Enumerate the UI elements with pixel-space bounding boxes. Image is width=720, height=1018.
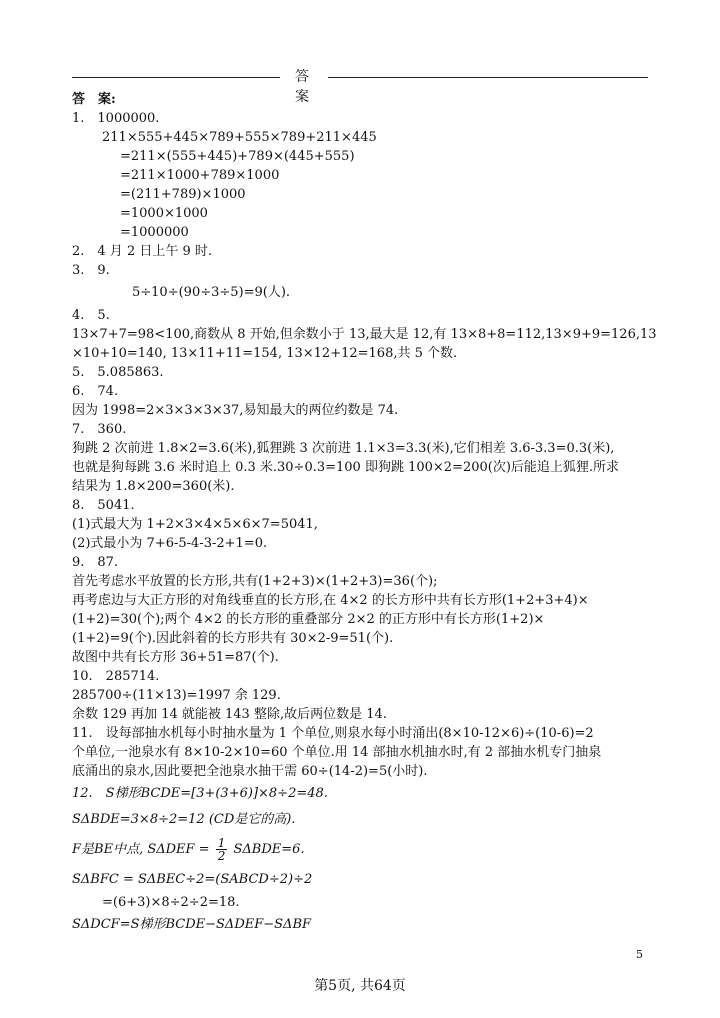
fraction — [216, 837, 228, 862]
page-indicator: 第5页, 共64页 — [314, 978, 406, 994]
answer-line: 2. 4 月 2 日上午 9 时. — [72, 244, 213, 259]
answer-line: 10. 285714. — [72, 669, 160, 684]
formula-part: F是BE中点, SΔDEF = — [72, 842, 210, 857]
answer-heading: 答 案: — [72, 92, 116, 107]
answer-line: 故图中共有长方形 36+51=87(个). — [72, 650, 279, 665]
answer-line: 再考虑边与大正方形的对角线垂直的长方形,在 4×2 的长方形中共有长方形(1+2+3+4)× — [72, 593, 589, 608]
answer-line: 因为 1998=2×3×3×3×37,易知最大的两位约数是 74. — [72, 403, 399, 418]
answer-line: =1000×1000 — [120, 206, 208, 221]
answer-line: 底涌出的泉水,因此要把全池泉水抽干需 60÷(14-2)=5(小时). — [72, 764, 428, 779]
answer-line: 13×7+7=98<100,商数从 8 开始,但余数小于 13,最大是 12,有 13×8+8=112,13×9+9=126,13 — [72, 327, 657, 342]
answer-line: 9. 87. — [72, 555, 119, 570]
formula-part: SΔBDE=6. — [233, 842, 305, 857]
answer-line: 结果为 1.8×200=360(米). — [72, 479, 235, 494]
answer-line: 也就是狗每跳 3.6 米时追上 0.3 米.30÷0.3=100 即狗跳 100×2=200(次)后能追上狐狸.所求 — [72, 460, 620, 475]
answer-line: 8. 5041. — [72, 498, 135, 513]
answer-line: 7. 360. — [72, 422, 127, 437]
answer-line: 狗跳 2 次前进 1.8×2=3.6(米),狐狸跳 3 次前进 1.1×3=3.3(米),它们相差 3.6-3.3=0.3(米), — [72, 441, 615, 456]
answer-line: =211×1000+789×1000 — [120, 168, 280, 183]
answer-body — [72, 90, 657, 938]
answer-line: 285700÷(11×13)=1997 余 129. — [72, 688, 281, 703]
answer-line: ×10+10=140, 13×11+11=154, 13×12+12=168,共 5 个数. — [72, 346, 458, 361]
header-title: 答 案 — [295, 69, 315, 105]
answer-line: 3. 9. — [72, 263, 110, 278]
answer-line: 11. 设每部抽水机每小时抽水量为 1 个单位,则泉水每小时涌出(8×10-12×6)÷(10-6)=2 — [72, 726, 594, 741]
answer-formula: SΔBFC = SΔBEC÷2=(SABCD÷2)÷2 — [72, 872, 313, 887]
answer-formula: 12. S梯形BCDE=[3+(3+6)]×8÷2=48. — [72, 786, 328, 801]
answer-line: =211×(555+445)+789×(445+555) — [120, 149, 355, 164]
page-header — [72, 66, 648, 105]
answer-line: 1. 1000000. — [72, 111, 160, 126]
answer-formula-fraction — [72, 833, 652, 867]
answer-formula: 5÷10÷(90÷3÷5)=9(人). — [132, 285, 291, 300]
answer-line: (2)式最小为 7+6-5-4-3-2+1=0. — [72, 536, 268, 551]
answer-line: 6. 74. — [72, 384, 119, 399]
answer-line: 211×555+445×789+555×789+211×445 — [102, 130, 377, 145]
answer-line: =(6+3)×8÷2÷2=18. — [102, 895, 240, 910]
header-rule-right — [328, 77, 648, 78]
answer-line: 4. 5. — [72, 308, 110, 323]
answer-formula: SΔBDE=3×8÷2=12 (CD是它的高). — [72, 812, 296, 827]
page-number-small: 5 — [636, 948, 643, 961]
fraction-denominator: 2 — [217, 849, 226, 863]
answer-line: (1+2)=30(个);两个 4×2 的长方形的重叠部分 2×2 的正方形中有长方形(1+2)× — [72, 612, 545, 627]
answer-line: =1000000 — [120, 225, 189, 240]
answer-formula: SΔDCF=S梯形BCDE−SΔDEF−SΔBF — [72, 917, 312, 932]
answer-line: (1)式最大为 1+2×3×4×5×6×7=5041, — [72, 517, 318, 532]
answer-line: 余数 129 再加 14 就能被 143 整除,故后两位数是 14. — [72, 707, 387, 722]
answer-line: 首先考虑水平放置的长方形,共有(1+2+3)×(1+2+3)=36(个); — [72, 574, 438, 589]
header-rule-left — [72, 77, 280, 78]
fraction-numerator: 1 — [217, 836, 226, 850]
answer-line: 个单位,一池泉水有 8×10-2×10=60 个单位.用 14 部抽水机抽水时,有 2 部抽水机专门抽泉 — [72, 745, 602, 760]
answer-line: 5. 5.085863. — [72, 365, 164, 380]
answer-line: =(211+789)×1000 — [120, 187, 246, 202]
answer-line: (1+2)=9(个).因此斜着的长方形共有 30×2-9=51(个). — [72, 631, 394, 646]
